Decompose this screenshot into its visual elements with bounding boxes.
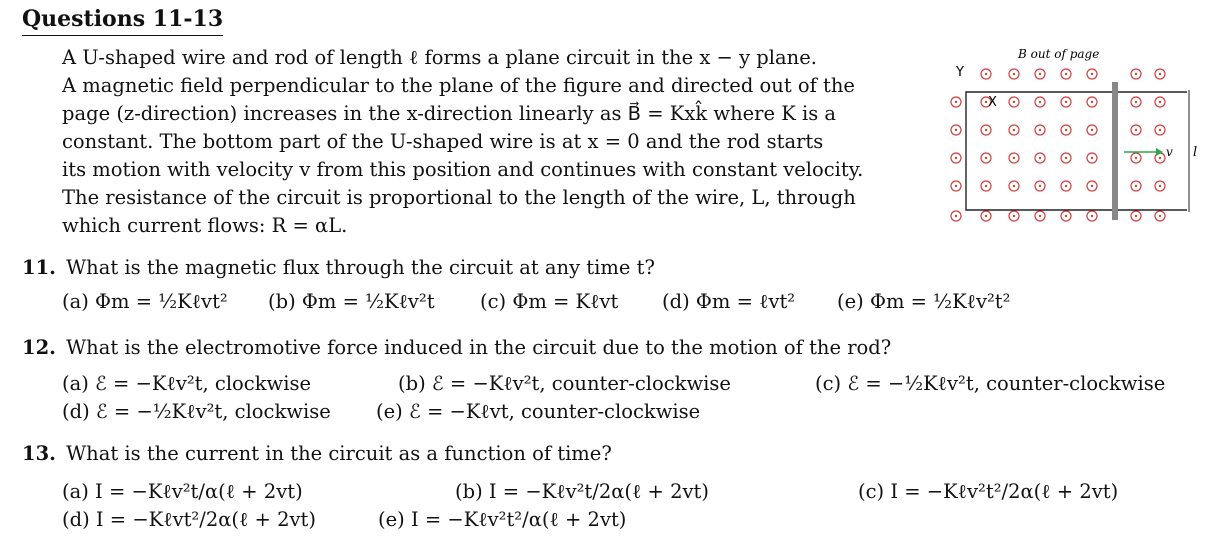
intro-line: A magnetic field perpendicular to the plane of the figure and directed out of the	[62, 74, 855, 97]
field-dot-center	[1013, 129, 1015, 131]
x-axis-label: X	[988, 95, 997, 110]
field-dot-center	[985, 73, 987, 75]
length-label: l	[1193, 145, 1198, 160]
intro-line: which current flows: R = αL.	[62, 214, 348, 237]
velocity-label: v	[1166, 145, 1173, 159]
option-12c[interactable]: (c) ℰ = −½Kℓv²t, counter-clockwise	[815, 372, 1166, 395]
field-dot-center	[1013, 185, 1015, 187]
field-dot-center	[1039, 101, 1041, 103]
field-dot-center	[1091, 101, 1093, 103]
section-title: Questions 11-13	[22, 6, 223, 36]
question-number: 13.	[22, 442, 56, 465]
field-dot-center	[955, 157, 957, 159]
field-dot-center	[985, 101, 987, 103]
question-number: 12.	[22, 336, 56, 359]
field-dot-center	[1135, 129, 1137, 131]
option-12e[interactable]: (e) ℰ = −Kℓvt, counter-clockwise	[376, 400, 701, 423]
intro-line: page (z-direction) increases in the x-direction linearly as B⃗ = Kxk̂ where K is a	[62, 102, 837, 125]
field-dot-center	[1065, 73, 1067, 75]
field-dot-center	[985, 157, 987, 159]
question-text: What is the magnetic flux through the circuit at any time t?	[66, 256, 655, 279]
field-dot-center	[1135, 157, 1137, 159]
field-dot-center	[1039, 73, 1041, 75]
question-12	[22, 336, 891, 359]
question-text: What is the electromotive force induced in the circuit due to the motion of the rod?	[66, 336, 892, 359]
option-12d[interactable]: (d) ℰ = −½Kℓv²t, clockwise	[62, 400, 331, 423]
field-dot-center	[1039, 215, 1041, 217]
field-dot-center	[955, 185, 957, 187]
field-dot-center	[1039, 157, 1041, 159]
option-13d[interactable]: (d) I = −Kℓvt²/2α(ℓ + 2vt)	[62, 508, 316, 531]
option-12b[interactable]: (b) ℰ = −Kℓv²t, counter-clockwise	[398, 372, 731, 395]
field-dot-center	[1065, 185, 1067, 187]
sliding-rod	[1112, 82, 1118, 220]
field-dot-center	[1065, 215, 1067, 217]
field-dot-center	[1091, 73, 1093, 75]
option-12a[interactable]: (a) ℰ = −Kℓv²t, clockwise	[62, 372, 312, 395]
field-dot-center	[955, 101, 957, 103]
option-11c[interactable]: (c) Φm = Kℓvt	[480, 290, 619, 313]
arrowhead-icon	[1156, 148, 1163, 156]
question-11	[22, 256, 655, 279]
field-dot-center	[985, 215, 987, 217]
option-13e[interactable]: (e) I = −Kℓv²t²/α(ℓ + 2vt)	[378, 508, 627, 531]
field-dot-center	[955, 215, 957, 217]
field-dot-center	[1159, 185, 1161, 187]
field-dot-center	[1013, 157, 1015, 159]
circuit-figure	[944, 42, 1210, 242]
field-dot-center	[1065, 157, 1067, 159]
option-11e[interactable]: (e) Φm = ½Kℓv²t²	[837, 290, 1011, 313]
field-dot-center	[1159, 129, 1161, 131]
option-11a[interactable]: (a) Φm = ½Kℓvt²	[62, 290, 228, 313]
field-dot-center	[1135, 73, 1137, 75]
intro-line: A U-shaped wire and rod of length ℓ forms a plane circuit in the x − y plane.	[62, 46, 817, 69]
field-dot-center	[1091, 157, 1093, 159]
field-dot-center	[1091, 185, 1093, 187]
field-dot-center	[1159, 73, 1161, 75]
field-dot-center	[1135, 185, 1137, 187]
option-11b[interactable]: (b) Φm = ½Kℓv²t	[268, 290, 435, 313]
field-dot-center	[1091, 215, 1093, 217]
field-dot-center	[1013, 101, 1015, 103]
field-dot-center	[1135, 215, 1137, 217]
field-dot-center	[1091, 129, 1093, 131]
field-dot-center	[1135, 101, 1137, 103]
field-dot-center	[1039, 129, 1041, 131]
intro-line: constant. The bottom part of the U-shaped wire is at x = 0 and the rod starts	[62, 130, 824, 153]
field-dot-center	[985, 185, 987, 187]
y-axis-label: Y	[956, 65, 964, 80]
field-dot-center	[1013, 73, 1015, 75]
field-dot-center	[1065, 101, 1067, 103]
option-11d[interactable]: (d) Φm = ℓvt²	[662, 290, 796, 313]
intro-line: The resistance of the circuit is proportional to the length of the wire, L, through	[62, 186, 856, 209]
question-number: 11.	[22, 256, 56, 279]
field-label: B out of page	[1018, 47, 1100, 61]
question-text: What is the current in the circuit as a function of time?	[66, 442, 612, 465]
field-dot-center	[1013, 215, 1015, 217]
option-13a[interactable]: (a) I = −Kℓv²t/α(ℓ + 2vt)	[62, 480, 303, 503]
field-dot-center	[1159, 101, 1161, 103]
u-wire	[966, 92, 1187, 210]
field-dot-center	[985, 129, 987, 131]
field-dot-center	[1065, 129, 1067, 131]
field-dot-center	[1159, 157, 1161, 159]
problem-statement	[62, 44, 880, 240]
field-dot-center	[1159, 215, 1161, 217]
option-13c[interactable]: (c) I = −Kℓv²t²/2α(ℓ + 2vt)	[858, 480, 1119, 503]
field-dot-center	[955, 129, 957, 131]
option-13b[interactable]: (b) I = −Kℓv²t/2α(ℓ + 2vt)	[455, 480, 709, 503]
question-13	[22, 442, 612, 465]
intro-line: its motion with velocity v from this position and continues with constant velocity.	[62, 158, 864, 181]
field-dot-center	[1039, 185, 1041, 187]
